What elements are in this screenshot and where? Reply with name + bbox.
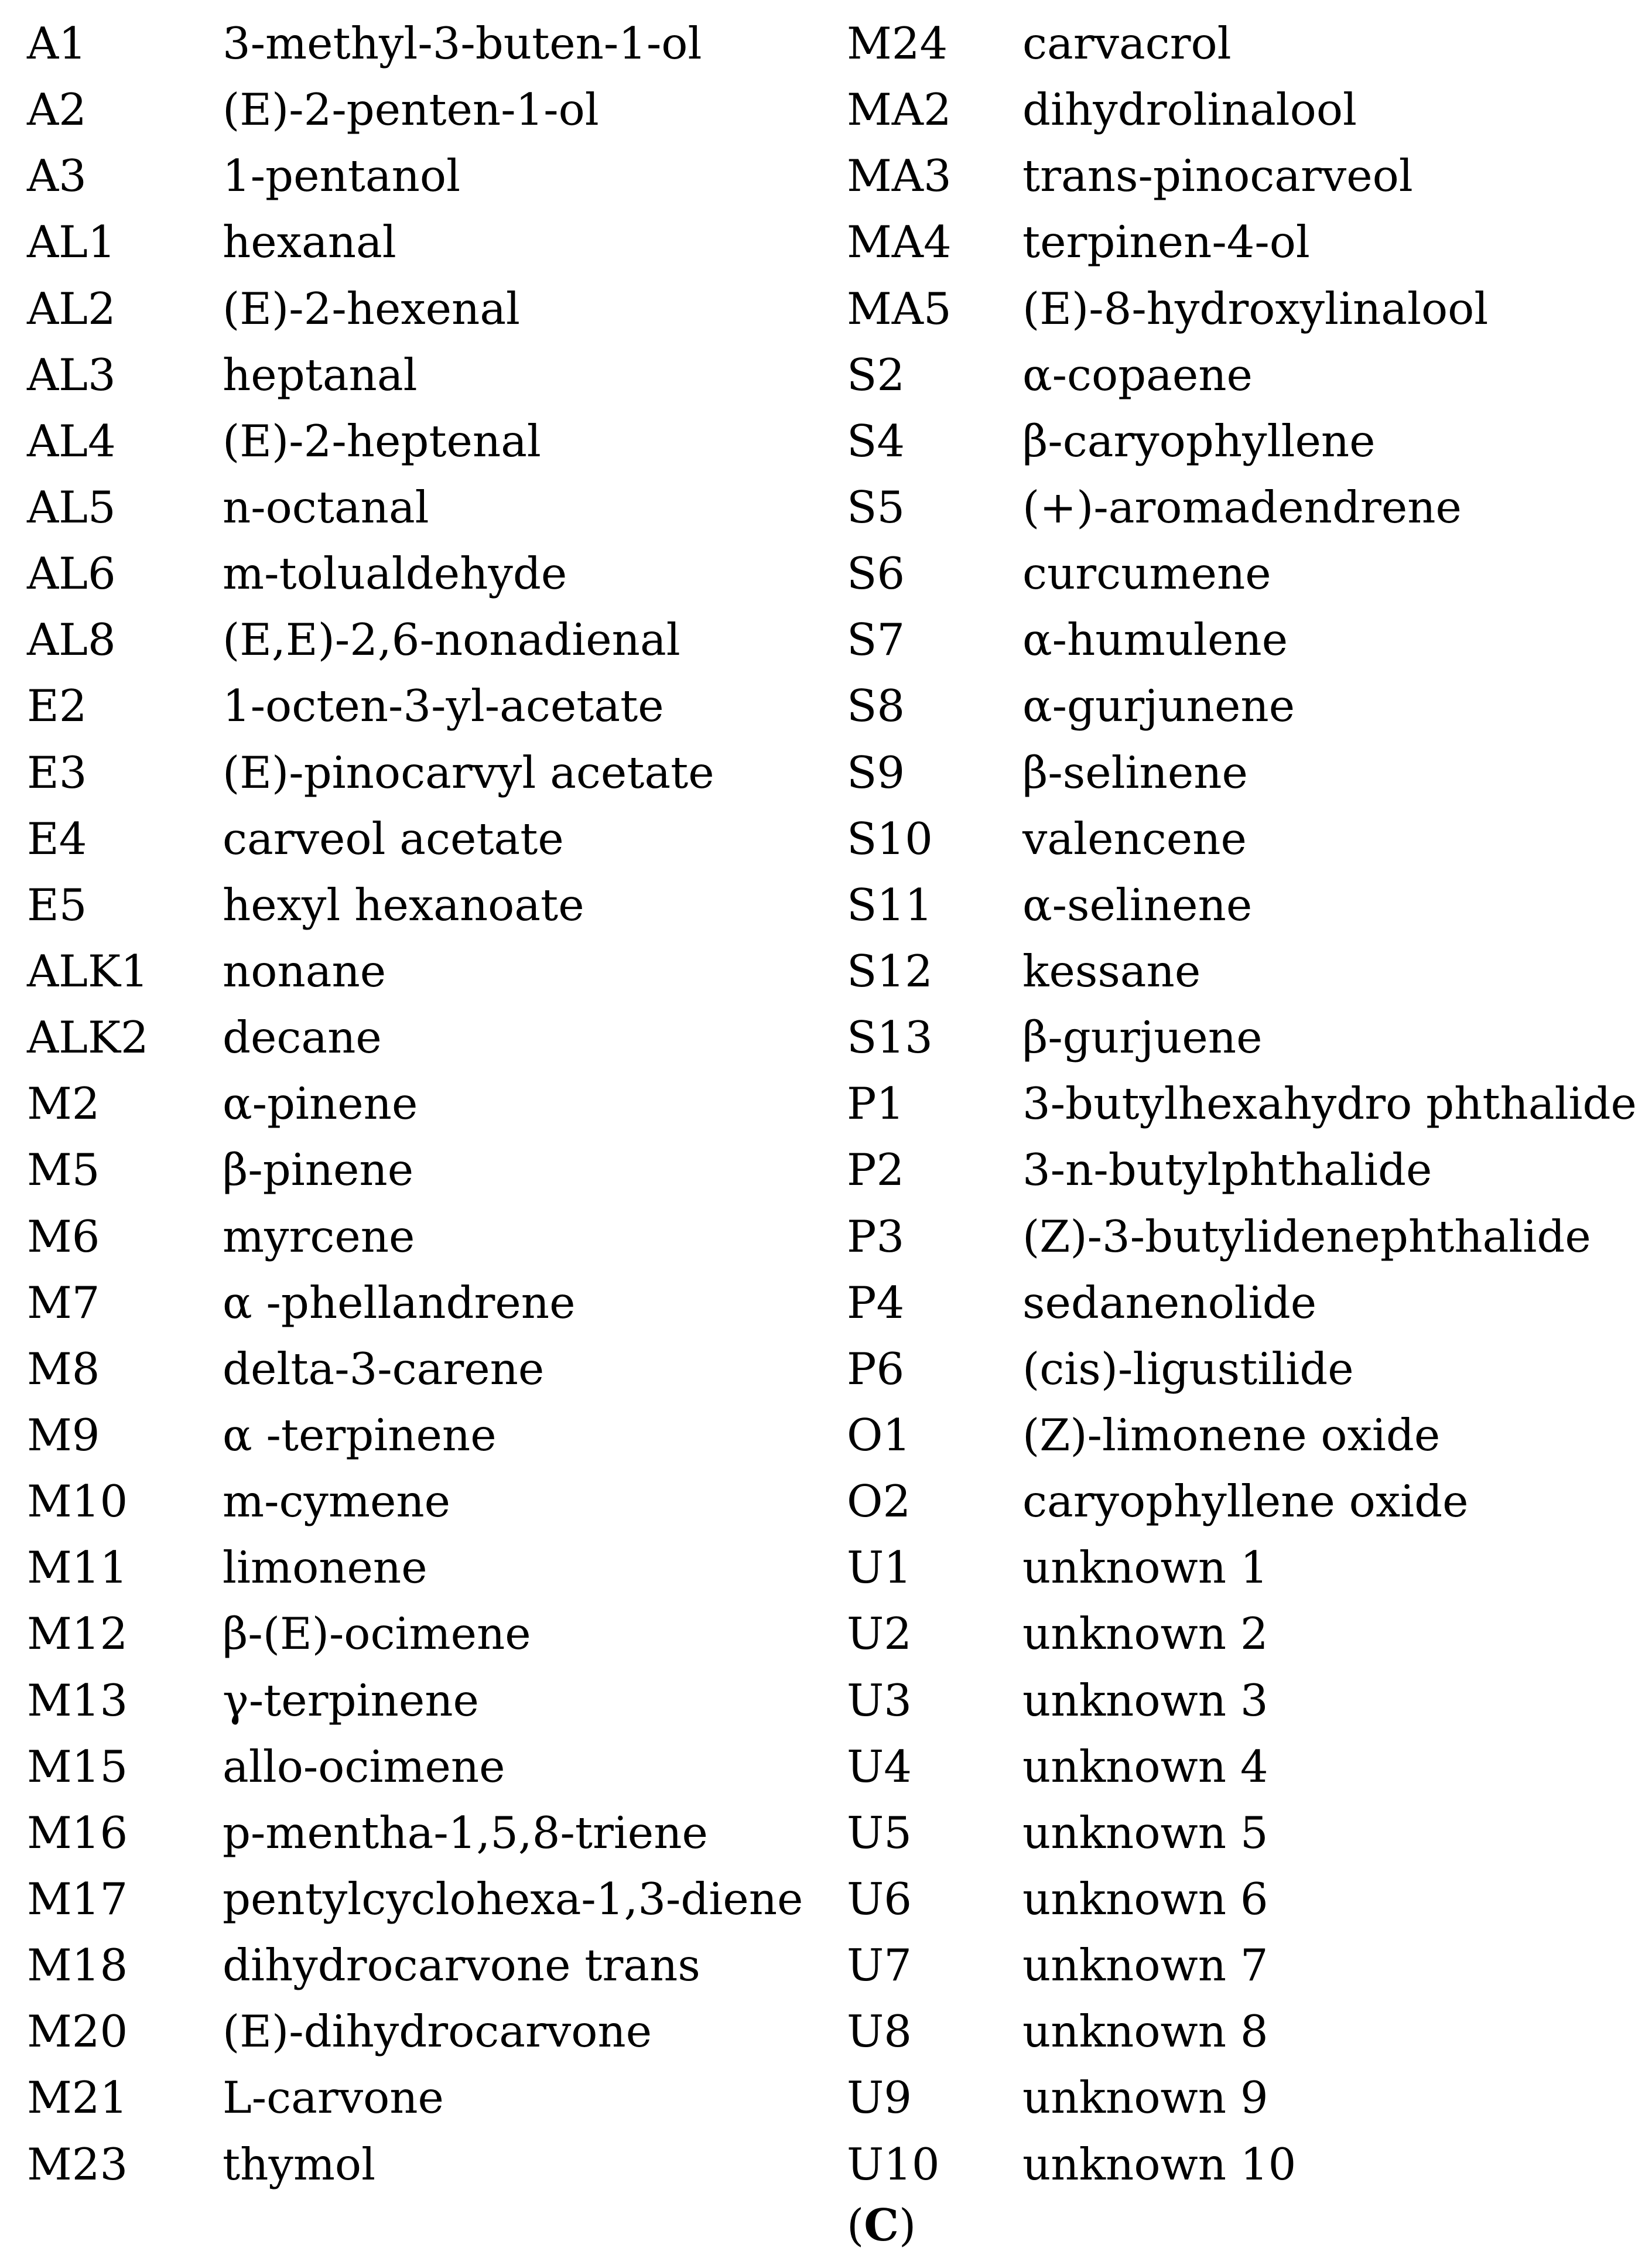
compound-code: U3: [847, 1674, 912, 1726]
compound-name: delta-3-carene: [223, 1342, 545, 1395]
compound-name: 3-butylhexahydro phthalide: [1022, 1078, 1637, 1130]
compound-code: M11: [27, 1542, 128, 1594]
compound-name: (E)-2-heptenal: [223, 415, 541, 467]
compound-name: unknown 5: [1022, 1806, 1268, 1859]
compound-code: M20: [27, 2006, 128, 2058]
compound-code: M8: [27, 1342, 100, 1395]
compound-code: U10: [847, 2138, 940, 2190]
compound-name: curcumene: [1022, 548, 1271, 600]
compound-name: α-gurjunene: [1022, 680, 1295, 732]
compound-code: S10: [847, 812, 933, 865]
compound-name: γ-terpinene: [223, 1674, 479, 1726]
compound-name: dihydrolinalool: [1022, 84, 1357, 136]
compound-name: 3-n-butylphthalide: [1022, 1144, 1432, 1196]
compound-name: β-caryophyllene: [1022, 415, 1376, 467]
compound-code: P4: [847, 1276, 905, 1328]
compound-code: AL4: [27, 415, 116, 467]
compound-name: m-tolualdehyde: [223, 548, 567, 600]
compound-name: kessane: [1022, 945, 1201, 997]
panel-label-close: ): [898, 2199, 916, 2251]
compound-code: U1: [847, 1542, 912, 1594]
compound-name: unknown 8: [1022, 2006, 1268, 2058]
compound-code: A1: [27, 18, 87, 69]
compound-code: AL5: [27, 481, 116, 533]
compound-code: E4: [27, 812, 87, 865]
compound-name: (+)-aromadendrene: [1022, 481, 1462, 533]
compound-code: AL1: [27, 216, 116, 268]
compound-name: unknown 6: [1022, 1873, 1268, 1925]
compound-name: unknown 10: [1022, 2138, 1297, 2190]
compound-name: unknown 3: [1022, 1674, 1268, 1726]
compound-name: hexyl hexanoate: [223, 879, 584, 931]
compound-name: myrcene: [223, 1210, 415, 1262]
compound-name: allo-ocimene: [223, 1740, 505, 1792]
compound-code: M2: [27, 1078, 100, 1130]
compound-code: MA4: [847, 216, 952, 268]
compound-name: α-copaene: [1022, 349, 1253, 401]
compound-name: trans-pinocarveol: [1022, 150, 1413, 202]
compound-code: AL8: [27, 614, 116, 666]
compound-code: M24: [847, 18, 948, 69]
compound-name: (E)-dihydrocarvone: [223, 2006, 652, 2058]
compound-name: valencene: [1022, 812, 1247, 865]
compound-code: MA2: [847, 84, 952, 136]
compound-code: U4: [847, 1740, 912, 1792]
compound-code: S4: [847, 415, 905, 467]
panel-label-letter: C: [864, 2199, 899, 2251]
compound-code: AL3: [27, 349, 116, 401]
compound-code: P1: [847, 1078, 905, 1130]
compound-code: M9: [27, 1409, 100, 1461]
compound-code: P2: [847, 1144, 905, 1196]
compound-code: A2: [27, 84, 87, 136]
compound-code: M12: [27, 1608, 128, 1660]
compound-code: U5: [847, 1806, 912, 1859]
compound-code: S8: [847, 680, 905, 732]
compound-name: carveol acetate: [223, 812, 564, 865]
compound-code: M13: [27, 1674, 128, 1726]
compound-code: E3: [27, 746, 87, 798]
compound-name: nonane: [223, 945, 387, 997]
compound-name: (E)-8-hydroxylinalool: [1022, 282, 1489, 334]
compound-code: S6: [847, 548, 905, 600]
compound-code: M23: [27, 2138, 128, 2190]
compound-name: n-octanal: [223, 481, 429, 533]
compound-name: pentylcyclohexa-1,3-diene: [223, 1873, 803, 1925]
compound-code: AL2: [27, 282, 116, 334]
compound-code: U2: [847, 1608, 912, 1660]
compound-name: limonene: [223, 1542, 427, 1594]
panel-label-open: (: [847, 2199, 864, 2251]
compound-code: S11: [847, 879, 933, 931]
compound-name: hexanal: [223, 216, 396, 268]
compound-name: 1-pentanol: [223, 150, 461, 202]
compound-code: U7: [847, 1939, 912, 1991]
compound-code: MA3: [847, 150, 952, 202]
compound-name: α-selinene: [1022, 879, 1253, 931]
compound-name: (E)-2-hexenal: [223, 282, 521, 334]
compound-name: p-mentha-1,5,8-triene: [223, 1806, 708, 1859]
compound-code: O2: [847, 1475, 911, 1528]
compound-code: S7: [847, 614, 905, 666]
compound-name: L-carvone: [223, 2072, 444, 2124]
compound-name: (E,E)-2,6-nonadienal: [223, 614, 680, 666]
compound-code: P6: [847, 1342, 905, 1395]
compound-name: unknown 1: [1022, 1542, 1268, 1594]
compound-code: M18: [27, 1939, 128, 1991]
compound-code: M5: [27, 1144, 100, 1196]
compound-code: P3: [847, 1210, 905, 1262]
compound-code: A3: [27, 150, 87, 202]
compound-code: S5: [847, 481, 905, 533]
compound-name: 1-octen-3-yl-acetate: [223, 680, 664, 732]
compound-code: E5: [27, 879, 87, 931]
compound-code: S12: [847, 945, 933, 997]
compound-name: decane: [223, 1012, 382, 1064]
compound-name: β-selinene: [1022, 746, 1248, 798]
compound-name: thymol: [223, 2138, 376, 2190]
compound-name: α-pinene: [223, 1078, 418, 1130]
compound-code: AL6: [27, 548, 116, 600]
compound-name: β-gurjuene: [1022, 1012, 1263, 1064]
compound-code: MA5: [847, 282, 952, 334]
compound-name: (E)-pinocarvyl acetate: [223, 746, 714, 798]
panel-label: [847, 2199, 916, 2252]
compound-code: U9: [847, 2072, 912, 2124]
compound-name: β-(E)-ocimene: [223, 1608, 531, 1660]
compound-name: heptanal: [223, 349, 418, 401]
compound-code: M17: [27, 1873, 128, 1925]
compound-code: M21: [27, 2072, 128, 2124]
compound-code: M10: [27, 1475, 128, 1528]
compound-name: α-humulene: [1022, 614, 1288, 666]
compound-name: sedanenolide: [1022, 1276, 1317, 1328]
compound-name: unknown 9: [1022, 2072, 1268, 2124]
compound-name: unknown 2: [1022, 1608, 1268, 1660]
compound-code: U6: [847, 1873, 912, 1925]
compound-code: M7: [27, 1276, 100, 1328]
compound-code: M16: [27, 1806, 128, 1859]
compound-name: α -terpinene: [223, 1409, 497, 1461]
compound-code: U8: [847, 2006, 912, 2058]
compound-code: ALK1: [27, 945, 149, 997]
compound-name: α -phellandrene: [223, 1276, 576, 1328]
compound-name: 3-methyl-3-buten-1-ol: [223, 18, 702, 69]
compound-code: E2: [27, 680, 87, 732]
compound-code: S13: [847, 1012, 933, 1064]
compound-name: unknown 7: [1022, 1939, 1268, 1991]
compound-code: M6: [27, 1210, 100, 1262]
compound-code: O1: [847, 1409, 911, 1461]
compound-name: terpinen-4-ol: [1022, 216, 1310, 268]
compound-code: M15: [27, 1740, 128, 1792]
compound-name: (Z)-3-butylidenephthalide: [1022, 1210, 1591, 1262]
compound-code: ALK2: [27, 1012, 149, 1064]
compound-name: carvacrol: [1022, 18, 1232, 69]
compound-name: (Z)-limonene oxide: [1022, 1409, 1441, 1461]
compound-name: dihydrocarvone trans: [223, 1939, 700, 1991]
compound-code: S9: [847, 746, 905, 798]
compound-name: (E)-2-penten-1-ol: [223, 84, 599, 136]
compound-name: caryophyllene oxide: [1022, 1475, 1469, 1528]
compound-name: unknown 4: [1022, 1740, 1268, 1792]
compound-name: β-pinene: [223, 1144, 414, 1196]
compound-code: S2: [847, 349, 905, 401]
compound-name: (cis)-ligustilide: [1022, 1342, 1354, 1395]
compound-name: m-cymene: [223, 1475, 451, 1528]
